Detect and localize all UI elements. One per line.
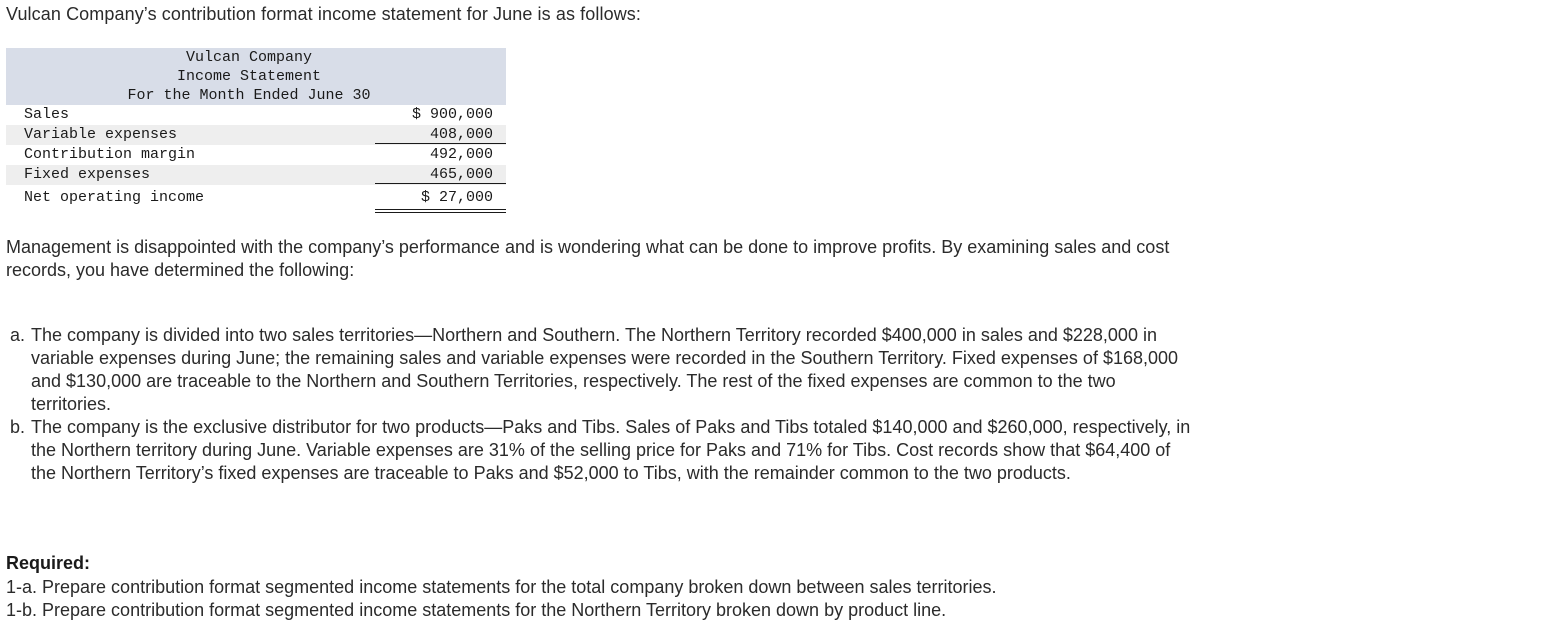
fact-text: The company is divided into two sales territories—Northern and Southern. The Northern Territory recorded $400,000 in sales and $228,000 in variable expenses during June; the remaining sales and variable expenses were recorded in the Southern Territory. Fixed expenses of $168,000 and $130,000 are traceable to the Northern and Southern Territories, respectively. The rest of the fixed expenses are common to the two territories. (31, 325, 1179, 414)
row-label: Contribution margin (24, 146, 196, 163)
fact-item-a (10, 324, 1195, 416)
row-label: Fixed expenses (24, 166, 151, 183)
row-contribution-margin (6, 145, 506, 165)
required-item-1b: 1-b. Prepare contribution format segmented income statements for the Northern Territory broken down by product line. (6, 600, 947, 620)
row-label: Net operating income (24, 189, 205, 206)
double-underline-top (375, 209, 506, 210)
row-label: Sales (24, 106, 70, 123)
fact-marker: a. (10, 325, 26, 345)
management-paragraph: Management is disappointed with the company’s performance and is wondering what can be done to improve profits. By examining sales and cost records, you have determined the following: (6, 237, 1170, 280)
row-amount: 408,000 (375, 125, 506, 144)
facts-list (10, 324, 1195, 485)
row-amount: $ 27,000 (420, 189, 493, 206)
row-fixed-expenses (6, 165, 506, 185)
intro-text: Vulcan Company’s contribution format income statement for June is as follows: (6, 4, 641, 24)
fact-item-b (10, 416, 1195, 485)
fact-marker: b. (10, 417, 26, 437)
row-sales (6, 105, 506, 125)
row-label: Variable expenses (24, 126, 178, 143)
statement-period: For the Month Ended June 30 (127, 87, 371, 104)
statement-header (6, 48, 506, 105)
row-amount: $ 900,000 (411, 106, 493, 123)
row-amount: 465,000 (375, 165, 506, 184)
fact-text: The company is the exclusive distributor for two products—Paks and Tibs. Sales of Paks and Tibs totaled $140,000 and $260,000, respectively, in the Northern territory during June. Variable expenses are 31% of the selling price for Paks and 71% for Tibs. Cost records show that $64,400 of the Northern Territory’s fixed expenses are traceable to Paks and $52,000 to Tibs, with the remainder common to the two products. (31, 417, 1191, 483)
statement-title: Income Statement (176, 68, 322, 85)
company-name: Vulcan Company (185, 49, 313, 66)
row-variable-expenses (6, 125, 506, 145)
required-item-1a: 1-a. Prepare contribution format segmented income statements for the total company broken down between sales territories. (6, 577, 997, 597)
income-statement-table (6, 48, 506, 211)
row-amount: 492,000 (429, 146, 493, 163)
required-heading: Required: (6, 553, 91, 573)
double-underline-bottom (375, 212, 506, 213)
row-net-operating-income (6, 185, 506, 211)
